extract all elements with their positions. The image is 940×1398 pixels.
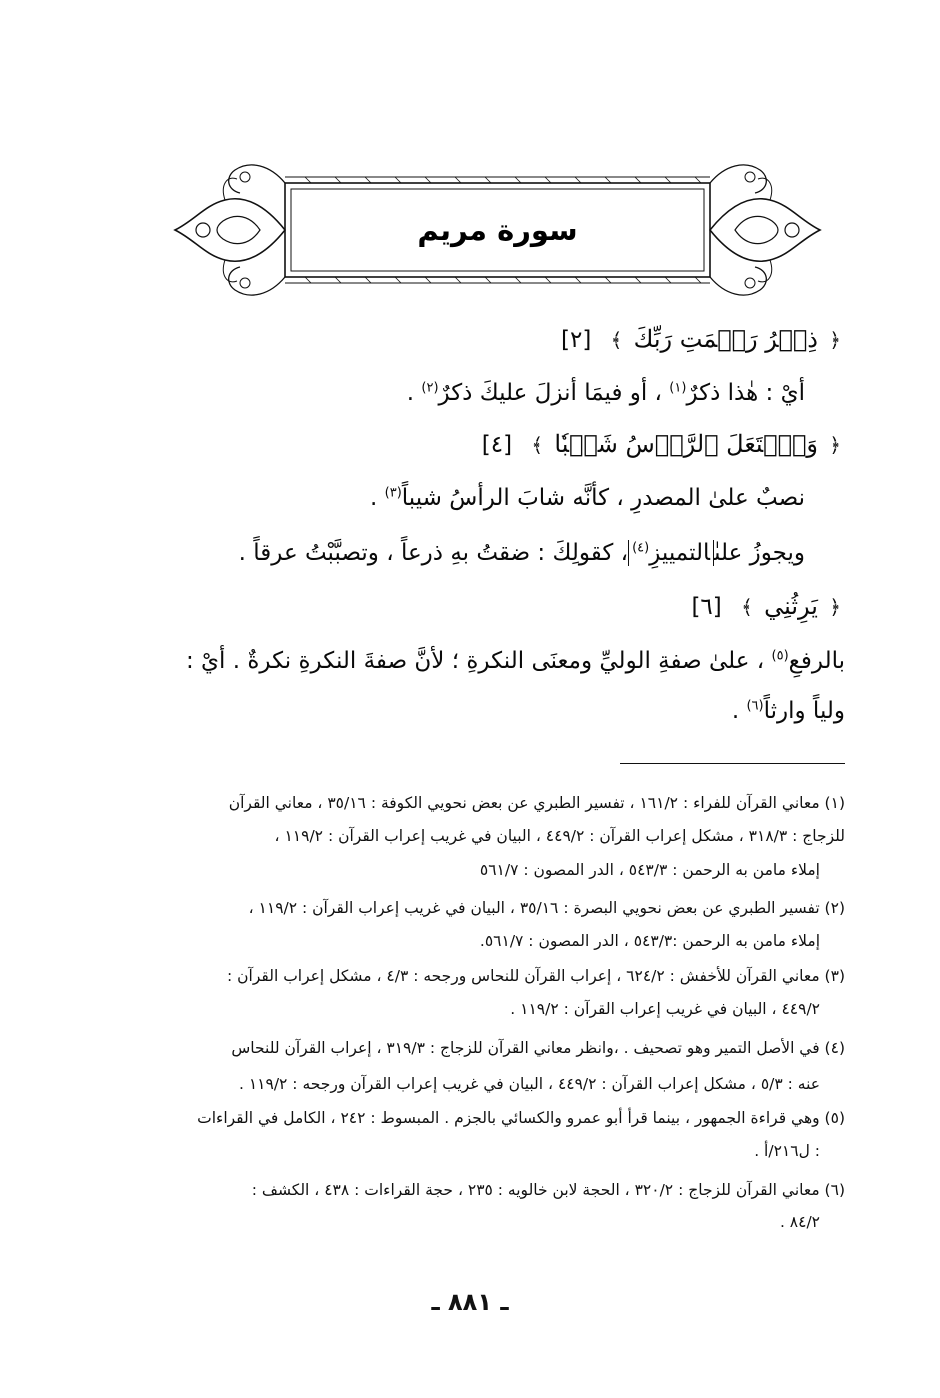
commentary-text: ويجوزُ علىٰ	[714, 540, 805, 566]
boxed-word	[628, 540, 714, 566]
footnote-ref: (٣)	[384, 485, 402, 501]
footnote-ref: (٤)	[632, 540, 650, 556]
verse-open-bracket: ﴿	[829, 433, 841, 457]
commentary-text: .	[370, 485, 385, 511]
footnote-ref: (٥)	[771, 648, 789, 664]
footnote-line: عنه : ٥/٣ ، مشكل إعراب القرآن : ٤٤٩/٢ ، البيان في غريب إعراب القرآن ورجحه : ١١٩/٢ .	[238, 1075, 820, 1093]
commentary-text: أيْ : هٰذا ذكرٌ	[686, 380, 805, 406]
footnote-line: (٦) معاني القرآن للزجاج : ٣٢٠/٢ ، الحجة لابن خالويه : ٢٣٥ ، حجة القراءات : ٤٣٨ ، الكشف :	[251, 1181, 845, 1199]
commentary-text: ، علىٰ صفةِ الوليِّ ومعنَى النكرةِ ؛ لأنَّ صفةَ النكرةِ نكرةٌ . أيْ :	[185, 648, 772, 674]
commentary-text: نصبٌ علىٰ المصدرِ ، كأنَّه شابَ الرأسُ شيباً	[401, 485, 805, 511]
verse-line	[561, 325, 845, 353]
verse-text: وَٱشۡتَعَلَ ٱلرَّأۡسُ شَيۡبٗا	[554, 430, 818, 458]
footnote-line: (١) معاني القرآن للفراء : ١٦١/٢ ، تفسير الطبري عن بعض نحويي الكوفة : ٣٥/١٦ ، معاني القرآن	[228, 794, 845, 812]
surah-header-cartouche	[165, 155, 830, 305]
footnote-line: إملاء مامن به الرحمن :٥٤٣/٣ ، الدر المصون : ٥٦١/٧.	[479, 932, 820, 950]
footnote-line: (٤) في الأصل التمير وهو تصحيف . ،وانظر معاني القرآن للزجاج : ٣١٩/٣ ، إعراب القرآن للنحاس	[231, 1039, 845, 1057]
commentary-line	[239, 540, 805, 566]
commentary-line	[407, 380, 805, 406]
commentary-text: .	[406, 380, 422, 406]
verse-number: [٢]	[560, 327, 592, 353]
footnote-ref: (٢)	[421, 380, 439, 396]
verse-open-bracket: ﴿	[829, 328, 841, 352]
verse-number: [٦]	[691, 594, 722, 620]
footnote-line: للزجاج : ٣١٨/٣ ، مشكل إعراب القرآن : ٤٤٩/٢ ، البيان في غريب إعراب القرآن : ١١٩/٢ ،	[274, 827, 845, 845]
footnote-line: : ل٢١٦/أ .	[754, 1142, 820, 1160]
verse-close-bracket: ﴾	[610, 328, 623, 352]
footnote-line: (٥) وهي قراءة الجمهور ، بينما قرأ أبو عمرو والكسائي بالجزم . المبسوط : ٢٤٢ ، الكامل في القراءات	[197, 1109, 845, 1127]
commentary-text: بالرفعِ	[788, 648, 845, 674]
verse-number: [٤]	[481, 432, 513, 458]
page-number: ـ ٨٨١ ـ	[431, 1288, 509, 1316]
footnote-line: (٢) تفسير الطبري عن بعض نحويي البصرة : ٣٥/١٦ ، البيان في غريب إعراب القرآن : ١١٩/٢ ،	[248, 899, 845, 917]
commentary-line	[370, 485, 805, 511]
verse-line	[482, 430, 845, 458]
verse-open-bracket: ﴿	[829, 595, 841, 619]
commentary-text: .	[731, 698, 747, 724]
footnote-line: ٤٤٩/٢ ، البيان في غريب إعراب القرآن : ١١٩/٢ .	[510, 1000, 820, 1018]
footnote-line: ٨٤/٢ .	[779, 1213, 820, 1231]
verse-close-bracket: ﴾	[741, 595, 753, 619]
verse-line	[691, 592, 845, 620]
commentary-text: ، كقولِكَ : ضقتُ بهِ ذرعاً ، وتصبَّبْتُ عرقاً .	[238, 540, 629, 566]
surah-title: سورة مريم	[417, 213, 578, 247]
verse-text: يَرِثُنِي	[764, 592, 818, 620]
commentary-line	[732, 698, 845, 724]
commentary-text: ، أو فيمَا أنزلَ عليكَ ذكرٌ	[438, 380, 670, 406]
footnote-line: (٣) معاني القرآن للأخفش : ٦٢٤/٢ ، إعراب القرآن للنحاس ورجحه : ٤/٣ ، مشكل إعراب القرآن :	[227, 967, 845, 985]
commentary-text: ولياً وارثاً	[763, 698, 845, 724]
footnote-line: إملاء مامن به الرحمن : ٥٤٣/٣ ، الدر المصون : ٥٦١/٧	[479, 861, 820, 879]
boxed-word-text: التمييزِ	[649, 540, 711, 566]
verse-close-bracket: ﴾	[531, 433, 544, 457]
footnote-ref: (٦)	[746, 698, 764, 714]
commentary-line	[186, 648, 845, 674]
footnote-separator	[620, 763, 845, 764]
footnote-ref: (١)	[669, 380, 687, 396]
verse-text: ذِكۡرُ رَحۡمَتِ رَبِّكَ	[633, 325, 818, 353]
